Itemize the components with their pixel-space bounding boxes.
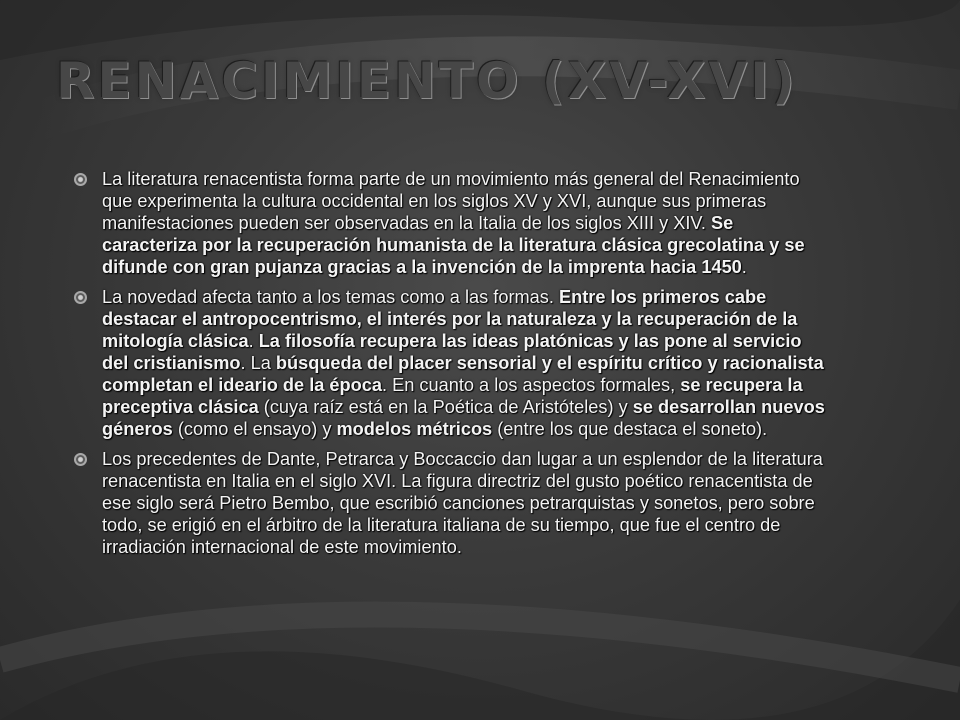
text-segment: . La (240, 353, 276, 373)
circle-bullet-icon (74, 453, 87, 466)
circle-bullet-icon (74, 173, 87, 186)
bold-text-segment: modelos métricos (336, 419, 493, 439)
bold-text-segment: La filosofía recupera las ideas platónicas y las pone al servicio del cristianismo (102, 331, 802, 373)
bold-text-segment: búsqueda del placer sensorial y el espíritu crítico y racionalista completan el ideario de la época (102, 353, 824, 395)
bold-text-segment: se desarrollan nuevos géneros (102, 397, 825, 439)
text-segment: (entre los que destaca el soneto). (492, 419, 768, 439)
bullet-list (70, 168, 830, 566)
bold-text-segment: Entre los primeros cabe destacar el antropocentrismo, el interés por la naturaleza y la recuperación de la mitología clásica (102, 287, 798, 351)
text-segment: . (741, 257, 747, 277)
text-segment: La literatura renacentista forma parte de un movimiento más general del Renacimiento que experimenta la cultura occidental en los siglos XV y XVI, aunque sus primeras manifestaciones pueden ser observadas en la Italia de los siglos XIII y XIV. (102, 169, 800, 233)
bullet-paragraph (70, 448, 830, 558)
bold-text-segment: se recupera la preceptiva clásica (102, 375, 803, 417)
text-segment: . (248, 331, 259, 351)
slide-title: RENACIMIENTO (XV-XVI) (56, 52, 798, 110)
circle-bullet-icon (74, 291, 87, 304)
bold-text-segment: Se caracteriza por la recuperación humanista de la literatura clásica grecolatina y se difunde con gran pujanza gracias a la invención de la imprenta hacia 1450 (102, 213, 805, 277)
bullet-paragraph (70, 286, 830, 440)
text-segment: La novedad afecta tanto a los temas como a las formas. (102, 287, 559, 307)
text-segment: Los precedentes de Dante, Petrarca y Boccaccio dan lugar a un esplendor de la literatura renacentista en Italia en el siglo XVI. La figura directriz del gusto poético renacentista de ese siglo será Pietro Bembo, que escribió canciones petrarquistas y sonetos, pero sobre todo, se erigió en el árbitro de la literatura italiana de su tiempo, que fue el centro de irradiación internacional de este movimiento. (102, 449, 823, 557)
text-segment: . En cuanto a los aspectos formales, (381, 375, 681, 395)
bullet-paragraph (70, 168, 830, 278)
text-segment: (como el ensayo) y (172, 419, 337, 439)
text-segment: (cuya raíz está en la Poética de Aristóteles) y (258, 397, 633, 417)
